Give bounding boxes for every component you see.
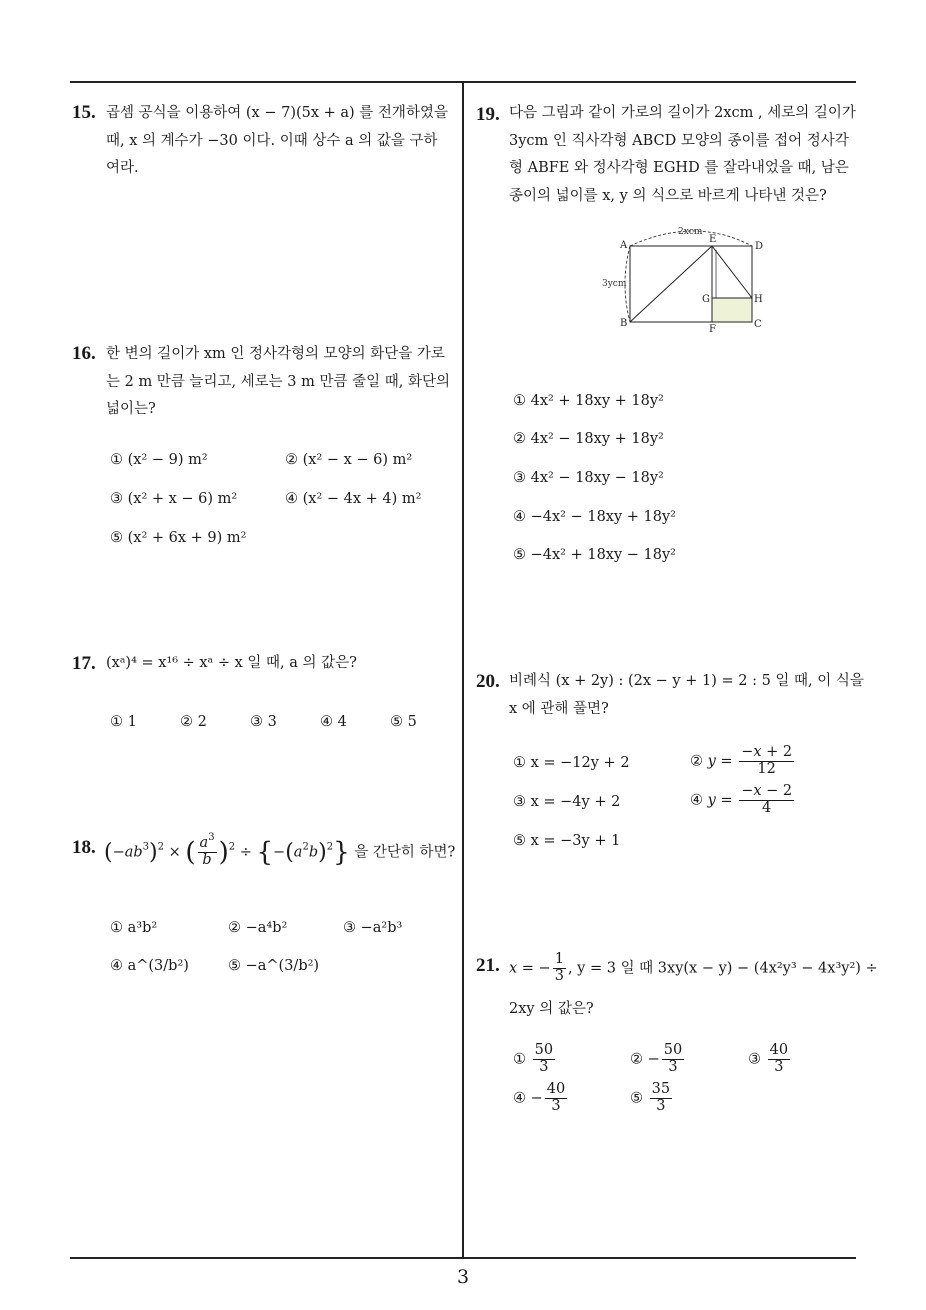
width-label: 2xcm — [678, 227, 703, 237]
option-1[interactable]: ① x = −12y + 2 — [513, 755, 630, 771]
option-5[interactable]: ⑤ 5 — [390, 714, 417, 730]
point-B: B — [620, 318, 628, 329]
option-3[interactable]: ③ x = −4y + 2 — [513, 794, 621, 810]
option-2[interactable]: ② y = $\frac{-x + 2}{12}$ — [690, 744, 793, 777]
option-2[interactable]: ② −a⁴b² — [228, 920, 288, 936]
option-3[interactable]: ③ 3 — [250, 714, 277, 730]
option-1[interactable]: ① 4x² + 18xy + 18y² — [513, 393, 664, 409]
stem-line: 종이의 넓이를 x, y 의 식으로 바르게 나타낸 것은? — [509, 187, 827, 204]
stem-line: 2xy 의 값은? — [509, 1001, 594, 1017]
option-3[interactable]: ③ $\frac{40}{3}$ — [748, 1042, 789, 1075]
question-stem — [106, 341, 450, 424]
question-number: 15. — [72, 102, 96, 123]
question-stem: 을 간단히 하면? — [354, 844, 456, 861]
option-2[interactable]: ② (x² − x − 6) m² — [285, 452, 413, 468]
question-number: 18. — [72, 837, 96, 858]
column-divider — [462, 82, 464, 1258]
option-5[interactable]: ⑤ −4x² + 18xy − 18y² — [513, 547, 676, 563]
page-number: 3 — [456, 1266, 470, 1288]
point-D: D — [755, 241, 764, 252]
stem-line: 넓이는? — [106, 401, 156, 417]
option-3[interactable]: ③ −a²b³ — [343, 920, 403, 936]
option-2[interactable]: ② 2 — [180, 714, 207, 730]
question-stem — [509, 100, 856, 210]
option-2[interactable]: ② − $\frac{50}{3}$ — [630, 1042, 683, 1075]
option-2[interactable]: ② 4x² − 18xy + 18y² — [513, 431, 664, 447]
height-label: 3ycm — [602, 279, 627, 289]
option-5[interactable]: ⑤ $\frac{35}{3}$ — [630, 1081, 671, 1114]
point-G: G — [702, 294, 710, 305]
stem-line: x 에 관해 풀면? — [509, 700, 609, 717]
stem-line: 때, x 의 계수가 −30 이다. 이때 상수 a 의 값을 구하 — [106, 132, 438, 149]
question-number: 17. — [72, 653, 96, 674]
stem-line: 다음 그림과 같이 가로의 길이가 2xcm , 세로의 길이가 — [509, 105, 856, 121]
question-number: 20. — [476, 671, 500, 692]
stem-line: 한 변의 길이가 xm 인 정사각형의 모양의 화단을 가로 — [106, 346, 445, 362]
option-1[interactable]: ① $\frac{50}{3}$ — [513, 1042, 554, 1075]
option-5[interactable]: ⑤ −a^(3/b²) — [228, 958, 320, 974]
stem-line: 비례식 (x + 2y) : (2x − y + 1) = 2 : 5 일 때, 이 식을 — [509, 673, 864, 689]
option-1[interactable]: ① (x² − 9) m² — [110, 452, 208, 468]
point-A: A — [620, 240, 628, 251]
option-3[interactable]: ③ (x² + x − 6) m² — [110, 491, 238, 507]
question-stem — [106, 100, 448, 183]
question-number: 19. — [476, 104, 500, 125]
shaded-region — [712, 298, 752, 322]
option-4[interactable]: ④ (x² − 4x + 4) m² — [285, 491, 422, 507]
rectangle-figure — [600, 222, 780, 334]
stem-line: 형 ABFE 와 정사각형 EGHD 를 잘라내었을 때, 남은 — [509, 160, 849, 176]
math-expression: $(-ab^3)^2$ × ( $\frac{a^3}{b}$ )$^2 \div \{-(a^2b)^2\}$ 을 간단히 하면? — [104, 832, 456, 868]
option-1[interactable]: ① a³b² — [110, 920, 158, 936]
option-4[interactable]: ④ −4x² − 18xy + 18y² — [513, 509, 676, 525]
option-4[interactable]: ④ a^(3/b²) — [110, 958, 189, 974]
stem-line: 곱셈 공식을 이용하여 (x − 7)(5x + a) 를 전개하였을 — [106, 105, 448, 121]
point-F: F — [709, 324, 716, 334]
option-4[interactable]: ④ 4 — [320, 714, 347, 730]
point-C: C — [754, 319, 762, 330]
option-4[interactable]: ④ y = $\frac{-x - 2}{4}$ — [690, 783, 793, 816]
option-3[interactable]: ③ 4x² − 18xy − 18y² — [513, 470, 664, 486]
stem-line: 여라. — [106, 160, 139, 176]
option-4[interactable]: ④ − $\frac{40}{3}$ — [513, 1081, 566, 1114]
question-stem — [509, 668, 864, 723]
stem-line: 는 2 m 만큼 늘리고, 세로는 3 m 만큼 줄일 때, 화단의 — [106, 373, 450, 390]
stem-line: 3ycm 인 직사각형 ABCD 모양의 종이를 접어 정사각 — [509, 132, 849, 149]
point-E: E — [709, 234, 717, 245]
point-H: H — [754, 294, 763, 305]
question-number: 16. — [72, 343, 96, 364]
question-stem: (xᵃ)⁴ = x¹⁶ ÷ xᵃ ÷ x 일 때, a 의 값은? — [106, 655, 357, 671]
option-5[interactable]: ⑤ (x² + 6x + 9) m² — [110, 530, 247, 546]
question-stem: x = − $\frac{1}{3}$ , y = 3 일 때 3xy(x − y) − (4x²y³ − 4x³y²) ÷ — [509, 951, 878, 984]
bottom-rule — [70, 1257, 856, 1259]
option-5[interactable]: ⑤ x = −3y + 1 — [513, 833, 621, 849]
stem-tail: , y = 3 일 때 3xy(x − y) − (4x²y³ − 4x³y²) ÷ — [567, 960, 878, 977]
option-1[interactable]: ① 1 — [110, 714, 137, 730]
question-number: 21. — [476, 955, 500, 976]
